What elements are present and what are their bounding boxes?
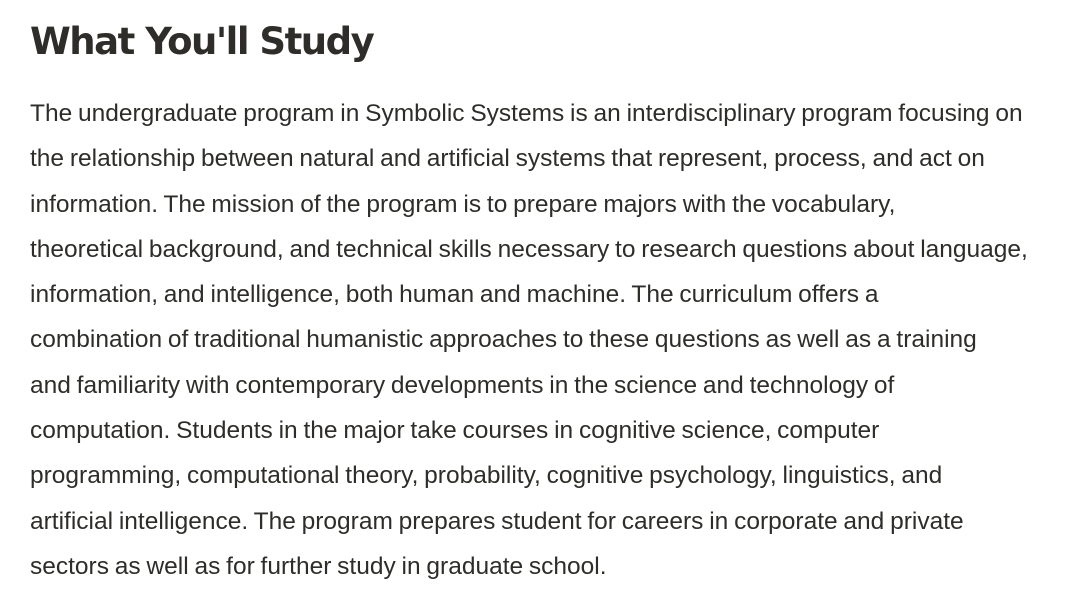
paragraph-line: the relationship between natural and artificial systems that represent, process, and act on <box>30 145 985 173</box>
paragraph-line: combination of traditional humanistic approaches to these questions as well as a training <box>30 326 977 354</box>
section-paragraph <box>30 91 1070 589</box>
paragraph-line: and familiarity with contemporary developments in the science and technology of <box>30 371 895 399</box>
paragraph-line: The undergraduate program in Symbolic Systems is an interdisciplinary program focusing on <box>30 100 1023 127</box>
paragraph-line: sectors as well as for further study in graduate school. <box>30 552 607 580</box>
paragraph-line: information, and intelligence, both human and machine. The curriculum offers a <box>30 281 879 309</box>
paragraph-line: theoretical background, and technical skills necessary to research questions about language, <box>30 235 1028 263</box>
paragraph-line: computation. Students in the major take courses in cognitive science, computer <box>30 417 880 445</box>
paragraph-line: artificial intelligence. The program prepares student for careers in corporate and private <box>30 507 964 535</box>
section-heading: What You'll Study <box>30 20 374 63</box>
paragraph-line: programming, computational theory, probability, cognitive psychology, linguistics, and <box>30 462 943 490</box>
paragraph-line: information. The mission of the program is to prepare majors with the vocabulary, <box>30 190 896 218</box>
study-section <box>30 0 1070 589</box>
